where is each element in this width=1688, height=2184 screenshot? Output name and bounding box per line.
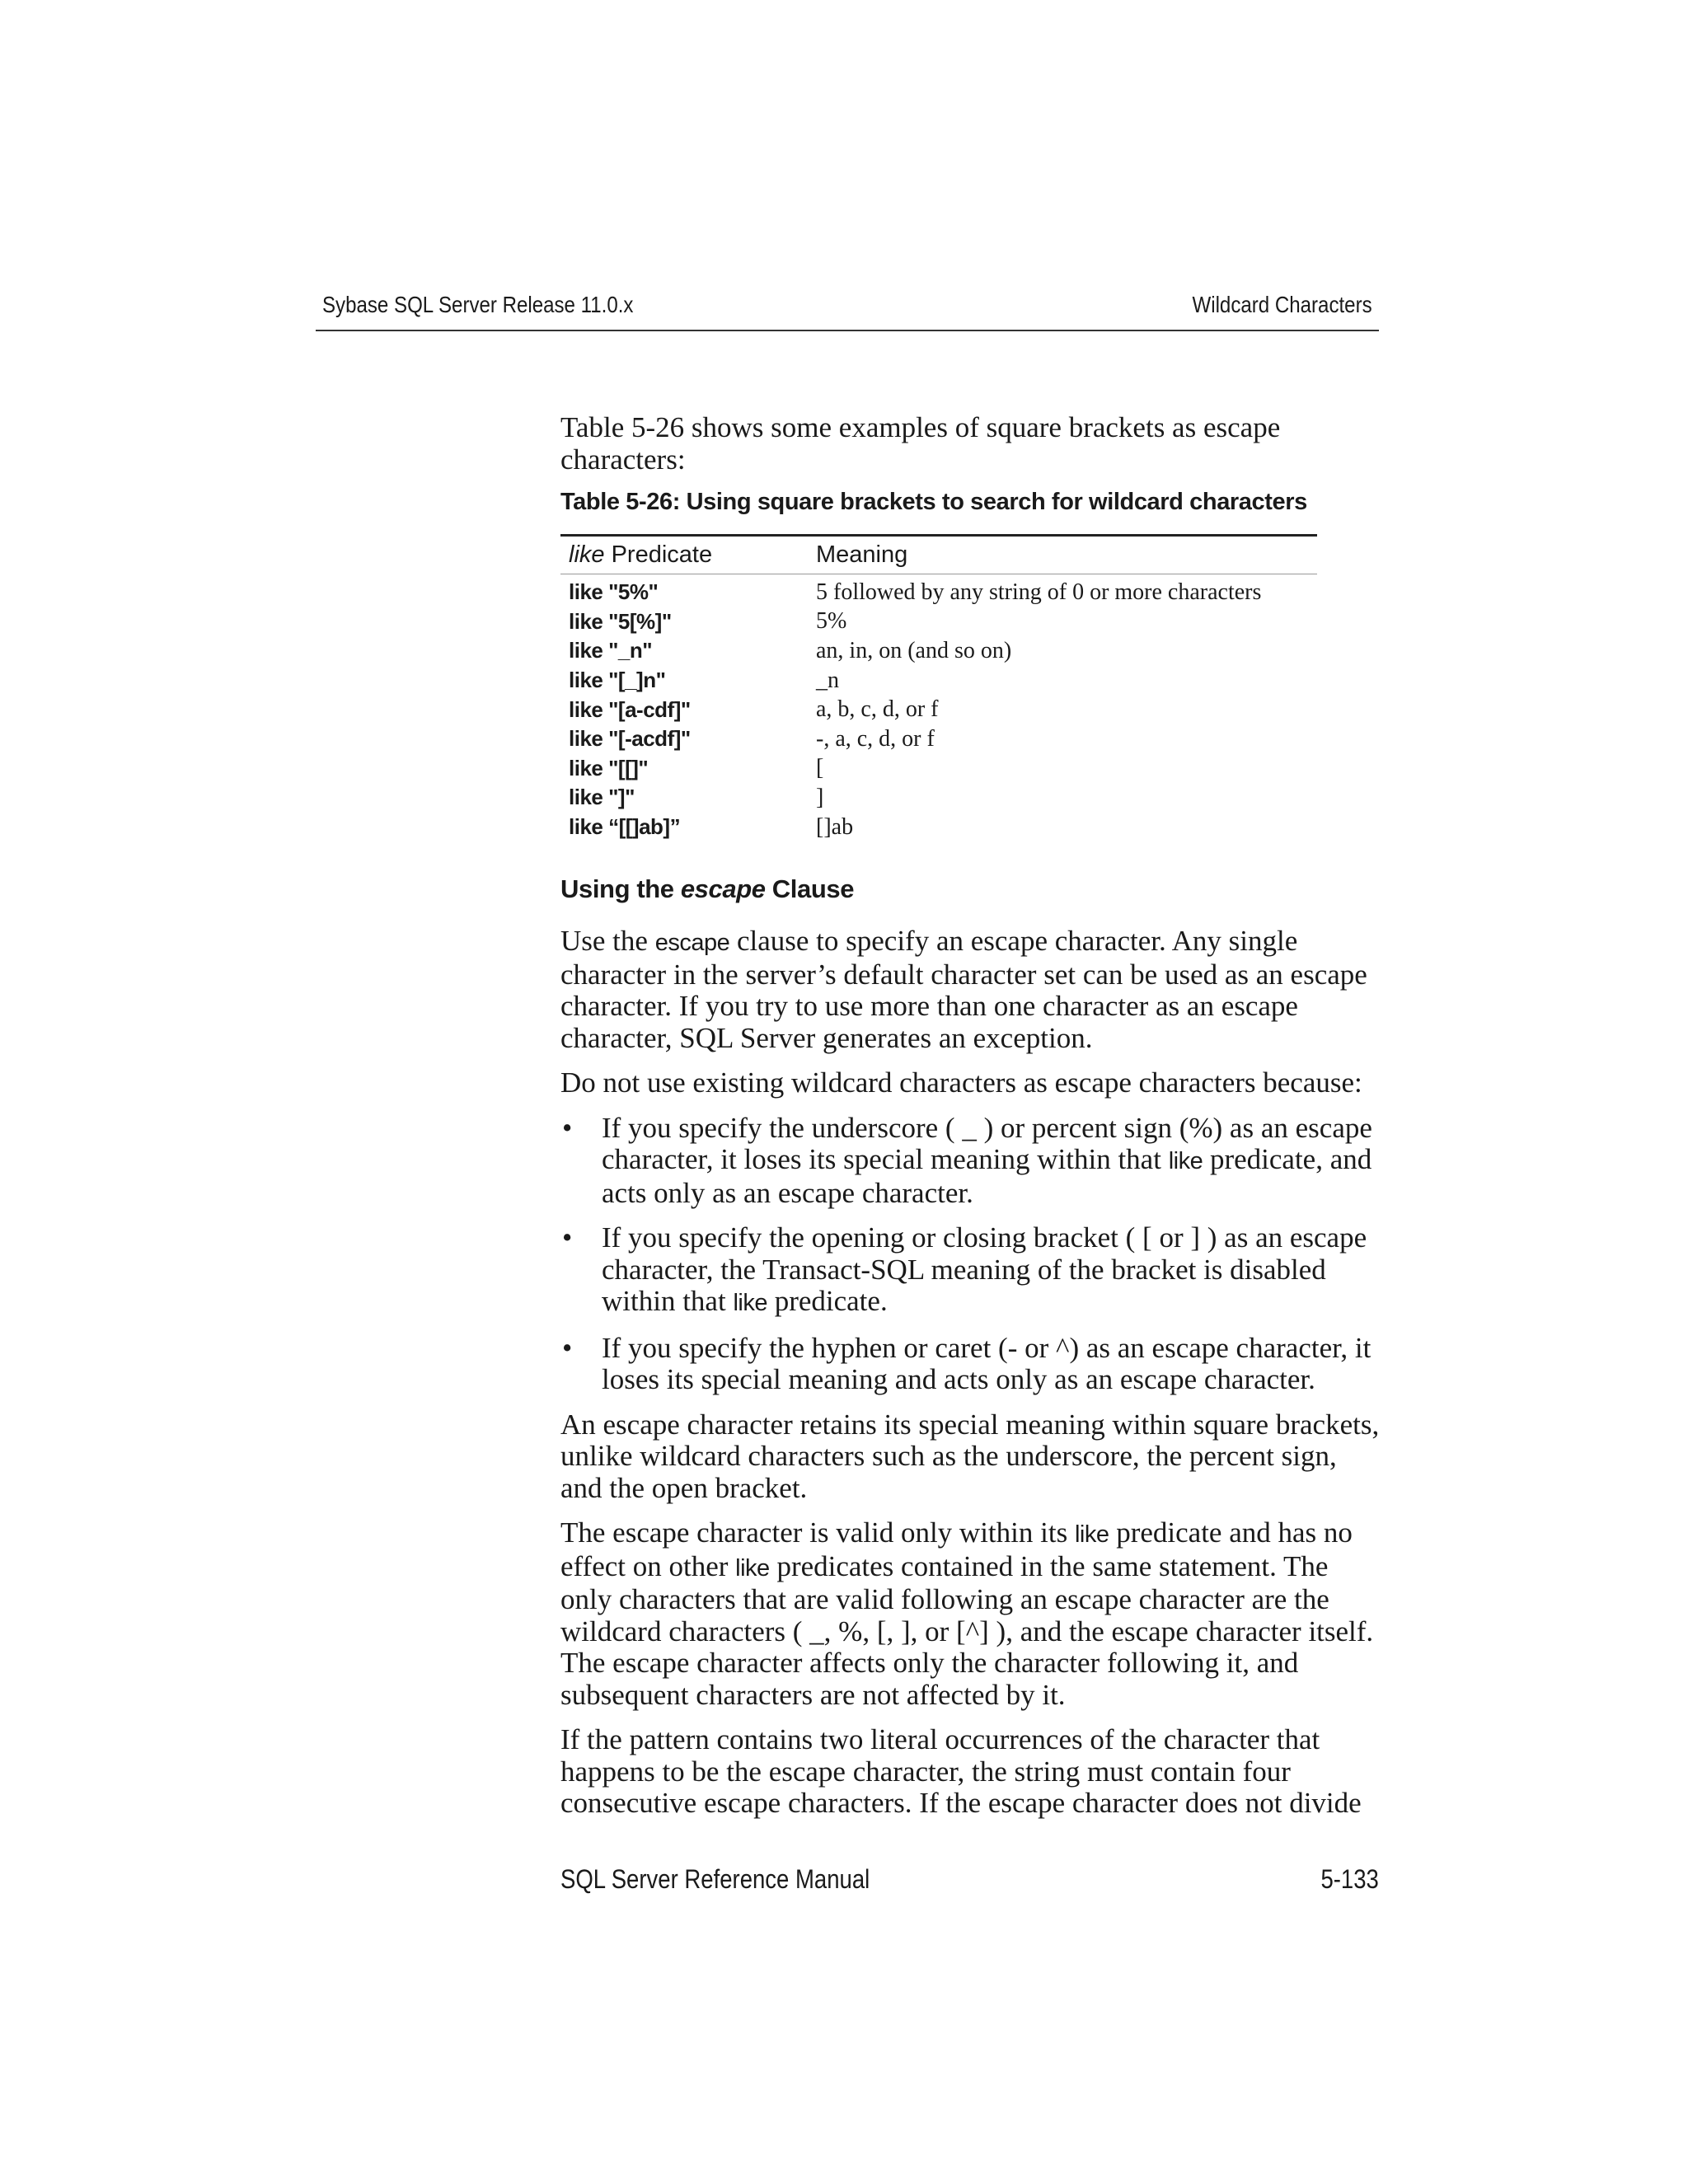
table-row	[560, 695, 1317, 724]
table-row	[560, 574, 1317, 607]
table-row	[560, 813, 1317, 842]
table-row	[560, 607, 1317, 637]
text-run: predicate.	[767, 1285, 888, 1318]
text-run: Use the	[560, 925, 655, 958]
column-header-predicate-rest: Predicate	[604, 541, 713, 568]
bullet-item	[560, 1113, 1381, 1210]
predicate-cell: like "]"	[569, 785, 635, 810]
code-keyword: like	[735, 1554, 770, 1582]
bullet-icon: •	[562, 1331, 573, 1364]
escape-clause-paragraph	[560, 926, 1381, 1054]
footer-manual-title: SQL Server Reference Manual	[560, 1864, 870, 1894]
column-header-predicate	[560, 536, 816, 574]
validity-paragraph	[560, 1517, 1381, 1711]
bullet-icon: •	[562, 1221, 573, 1254]
warning-paragraph: Do not use existing wildcard characters as escape characters because:	[560, 1066, 1362, 1099]
code-keyword: like	[733, 1290, 767, 1317]
text-run: predicate and has no effect on other	[560, 1516, 1353, 1582]
main-content	[560, 412, 1381, 1833]
predicate-cell: like "[a-cdf]"	[569, 696, 691, 722]
meaning-cell: a, b, c, d, or f	[816, 696, 939, 723]
meaning-cell: []ab	[816, 813, 854, 840]
meaning-cell: an, in, on (and so on)	[816, 637, 1012, 663]
table-row	[560, 783, 1317, 813]
literal-occurrences-paragraph: If the pattern contains two literal occurrences of the character that happens to be the escape character, the string must contain four consecutive escape characters. If the escape character does not divide	[560, 1723, 1362, 1820]
retains-meaning-paragraph: An escape character retains its special meaning within square brackets, unlike wildcard characters such as the underscore, the percent sign, and the open bracket.	[560, 1408, 1380, 1504]
text-run: predicate, and acts only as an escape character.	[602, 1143, 1372, 1209]
predicate-cell: like "5[%]"	[569, 608, 672, 634]
section-heading-italic: escape	[680, 874, 766, 904]
text-run: If you specify the hyphen or caret (- or ^) as an escape character, it loses its special meaning and acts only as an escape character.	[602, 1331, 1372, 1396]
bullet-list	[560, 1113, 1381, 1396]
text-run: predicates contained in the same statement. The only characters that are valid following an escape character are the wildcard characters ( _, %, [, ], or [^] ), and the escape character itself. The escape character affects only the character following it, and subsequent characters are not affected by it.	[560, 1549, 1374, 1711]
header-section: Wildcard Characters	[1192, 292, 1372, 317]
meaning-cell: _n	[816, 667, 839, 693]
page-number: 5-133	[1320, 1864, 1379, 1894]
meaning-cell: 5%	[816, 608, 847, 635]
code-keyword: escape	[654, 930, 730, 957]
code-keyword: like	[1074, 1521, 1109, 1549]
running-footer	[560, 1864, 1379, 1897]
table-row	[560, 724, 1317, 754]
text-run: The escape character is valid only within its	[560, 1516, 1075, 1549]
meaning-cell: ]	[816, 784, 824, 810]
section-heading-pre: Using the	[560, 874, 681, 904]
running-header	[316, 287, 1379, 331]
table-row	[560, 754, 1317, 784]
table-row	[560, 636, 1317, 666]
predicate-cell: like "[-acdf]"	[569, 726, 691, 752]
column-header-meaning: Meaning	[816, 536, 1317, 574]
wildcard-table	[560, 534, 1317, 841]
predicate-cell: like "[[]"	[569, 755, 649, 780]
text-run: clause to specify an escape character. Any single character in the server’s default character set can be used as an escape character. If you try to use more than one character as an escape character, SQL Server generates an exception.	[560, 925, 1367, 1054]
predicate-cell: like "_n"	[569, 638, 653, 663]
table-caption: Table 5-26: Using square brackets to search for wildcard characters	[560, 489, 1307, 515]
section-heading-post: Clause	[765, 874, 855, 904]
text-run: If you specify the opening or closing bracket ( [ or ] ) as an escape character, the Transact-SQL meaning of the bracket is disabled within that	[602, 1221, 1367, 1318]
table-header-row	[560, 536, 1317, 574]
bullet-item	[560, 1222, 1381, 1319]
predicate-cell: like “[[]ab]”	[569, 814, 681, 840]
column-header-predicate-italic: like	[569, 541, 605, 568]
meaning-cell: 5 followed by any string of 0 or more characters	[816, 579, 1262, 605]
bullet-icon: •	[562, 1111, 573, 1144]
section-heading	[560, 874, 1381, 904]
bullet-item	[560, 1333, 1381, 1396]
code-keyword: like	[1168, 1148, 1203, 1175]
meaning-cell: [	[816, 755, 824, 781]
predicate-cell: like "[_]n"	[569, 668, 666, 693]
predicate-cell: like "5%"	[569, 579, 659, 605]
text-run: If you specify the underscore ( _ ) or percent sign (%) as an escape character, it loses its special meaning within that	[602, 1111, 1372, 1176]
intro-paragraph: Table 5-26 shows some examples of square brackets as escape characters:	[560, 411, 1281, 476]
header-title: Sybase SQL Server Release 11.0.x	[322, 292, 634, 317]
table-row	[560, 666, 1317, 696]
meaning-cell: -, a, c, d, or f	[816, 725, 935, 752]
